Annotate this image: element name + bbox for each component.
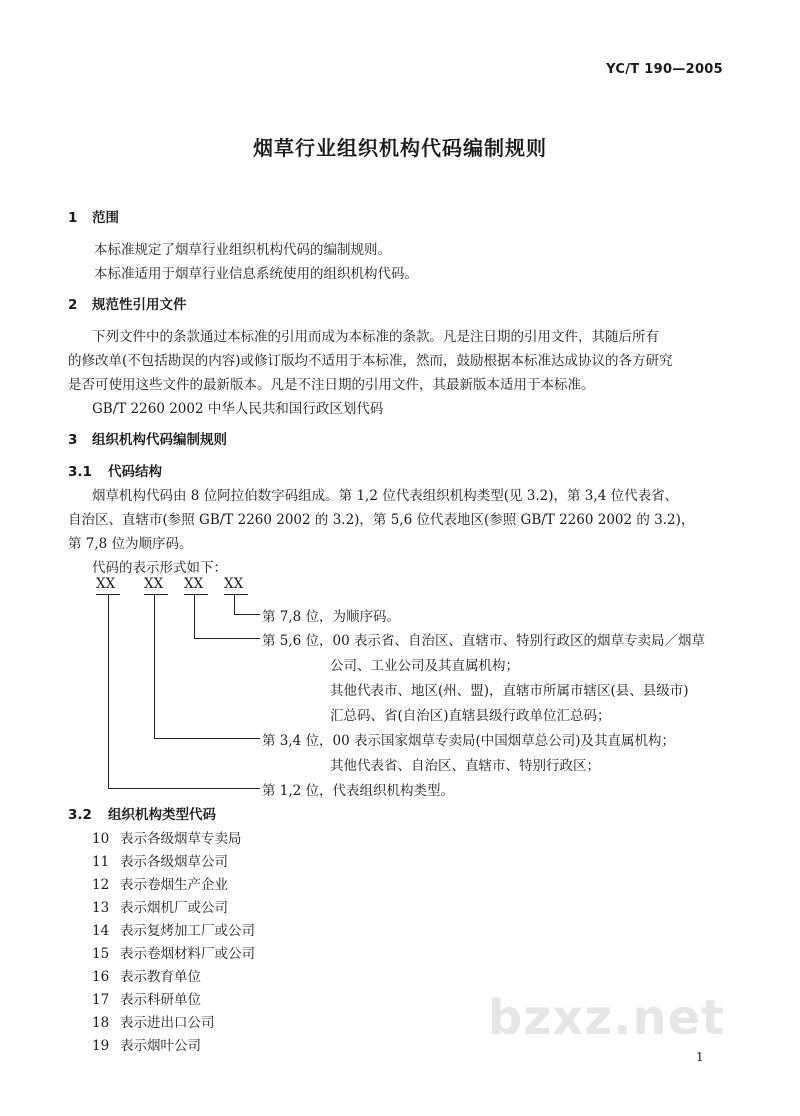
connector-5-6-horizontal xyxy=(194,638,260,639)
code-digits-7-8: XX xyxy=(224,576,244,592)
desc-digits-5-6-d: 汇总码、省(自治区)直辖县级行政单位汇总码； xyxy=(330,708,611,724)
desc-digits-5-6-b: 公司、工业公司及其直属机构； xyxy=(330,658,519,674)
underline-3-4 xyxy=(144,594,168,595)
section-3-1-line-2: 自治区、直辖市(参照 GB/T 2260 2002 的 3.2)，第 5,6 位代表地区(参照 GB/T 2260 2002 的 3.2)， xyxy=(68,512,695,528)
code-form-intro: 代码的表示形式如下： xyxy=(92,560,227,576)
section-3-1-heading: 3.1 代码结构 xyxy=(68,464,162,480)
list-item: 13 表示烟机厂或公司 xyxy=(92,900,228,916)
section-3-2-heading: 3.2 组织机构类型代码 xyxy=(68,807,216,823)
section-3-1-line-1: 烟草机构代码由 8 位阿拉伯数字码组成。第 1,2 位代表组织机构类型(见 3.2)，第 3,4 位代表省、 xyxy=(92,488,679,504)
code-digits-1-2: XX xyxy=(96,576,116,592)
connector-1-2-horizontal xyxy=(108,788,260,789)
desc-digits-5-6-c: 其他代表市、地区(州、盟)，直辖市所属市辖区(县、县级市) xyxy=(330,683,689,699)
section-2-line-2: 的修改单(不包括勘误的内容)或修订版均不适用于本标准，然而，鼓励根据本标准达成协议的各方研究 xyxy=(68,353,673,369)
list-item: 19 表示烟叶公司 xyxy=(92,1038,201,1054)
desc-digits-7-8: 第 7,8 位，为顺序码。 xyxy=(262,609,401,625)
section-2-line-3: 是否可使用这些文件的最新版本。凡是不注日期的引用文件，其最新版本适用于本标准。 xyxy=(68,377,595,393)
document-title: 烟草行业组织机构代码编制规则 xyxy=(253,136,547,160)
desc-digits-3-4-b: 其他代表省、自治区、直辖市、特别行政区； xyxy=(330,758,600,774)
section-2-line-1: 下列文件中的条款通过本标准的引用而成为本标准的条款。凡是注日期的引用文件，其随后所有 xyxy=(92,329,659,345)
standard-number: YC/T 190—2005 xyxy=(606,62,723,77)
section-3-heading: 3 组织机构代码编制规则 xyxy=(68,432,227,448)
list-item: 16 表示教育单位 xyxy=(92,969,201,985)
list-item: 14 表示复烤加工厂或公司 xyxy=(92,923,255,939)
connector-5-6-vertical xyxy=(194,594,195,638)
connector-7-8-horizontal xyxy=(234,614,260,615)
code-digits-3-4: XX xyxy=(144,576,164,592)
desc-digits-5-6-a: 第 5,6 位，00 表示省、自治区、直辖市、特别行政区的烟草专卖局／烟草 xyxy=(262,633,706,649)
watermark: bzxz.net xyxy=(488,990,726,1046)
desc-digits-1-2: 第 1,2 位，代表组织机构类型。 xyxy=(262,783,455,799)
section-3-1-line-3: 第 7,8 位为顺序码。 xyxy=(68,536,193,552)
underline-7-8 xyxy=(224,594,248,595)
list-item: 12 表示卷烟生产企业 xyxy=(92,877,228,893)
list-item: 10 表示各级烟草专卖局 xyxy=(92,831,242,847)
normative-reference: GB/T 2260 2002 中华人民共和国行政区划代码 xyxy=(92,401,384,417)
list-item: 18 表示进出口公司 xyxy=(92,1015,215,1031)
list-item: 15 表示卷烟材料厂或公司 xyxy=(92,946,255,962)
connector-3-4-vertical xyxy=(154,594,155,738)
connector-1-2-vertical xyxy=(108,594,109,788)
section-1-paragraph-2: 本标准适用于烟草行业信息系统使用的组织机构代码。 xyxy=(94,266,418,282)
section-1-heading: 1 范围 xyxy=(68,210,119,226)
desc-digits-3-4-a: 第 3,4 位，00 表示国家烟草专卖局(中国烟草总公司)及其直属机构； xyxy=(262,733,676,749)
section-2-heading: 2 规范性引用文件 xyxy=(68,297,187,313)
code-digits-5-6: XX xyxy=(184,576,204,592)
connector-7-8-vertical xyxy=(234,594,235,614)
connector-3-4-horizontal xyxy=(154,738,260,739)
underline-5-6 xyxy=(184,594,208,595)
page-number: 1 xyxy=(696,1050,704,1064)
list-item: 17 表示科研单位 xyxy=(92,992,201,1008)
section-1-paragraph-1: 本标准规定了烟草行业组织机构代码的编制规则。 xyxy=(94,242,391,258)
list-item: 11 表示各级烟草公司 xyxy=(92,854,228,870)
